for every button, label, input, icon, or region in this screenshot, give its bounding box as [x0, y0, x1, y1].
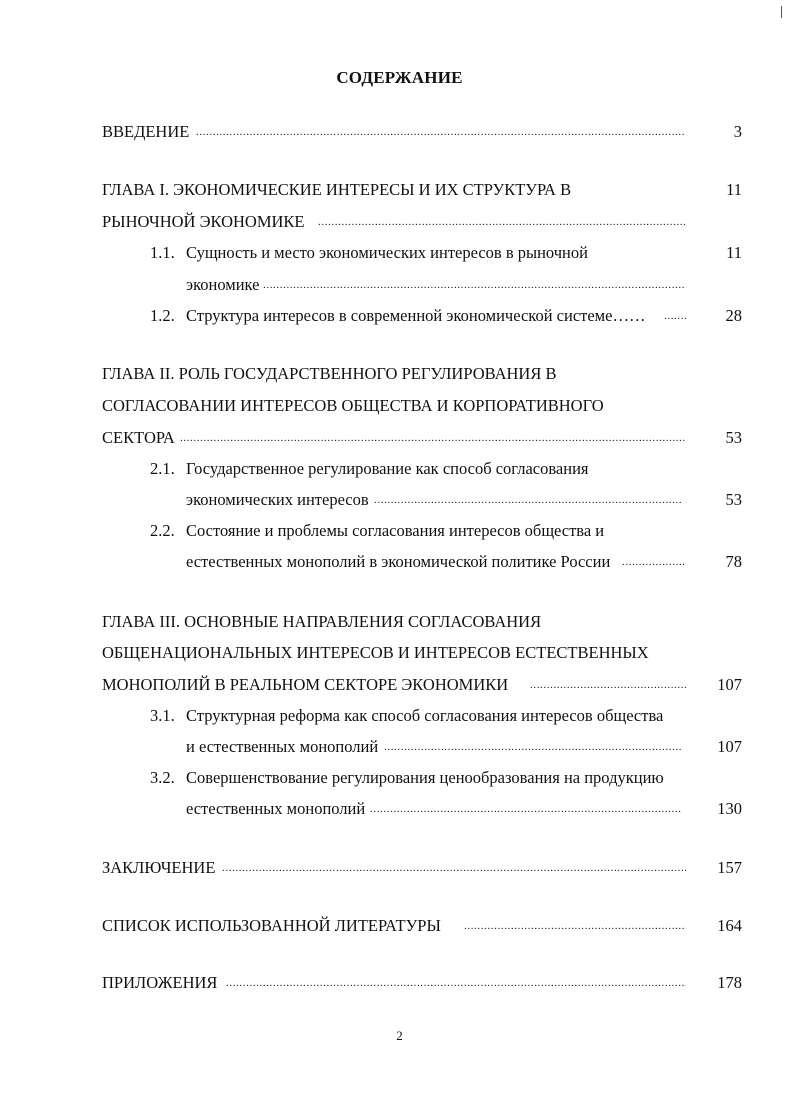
toc-section-1-1-line2: экономике	[186, 275, 260, 294]
toc-references-label: СПИСОК ИСПОЛЬЗОВАННОЙ ЛИТЕРАТУРЫ	[102, 916, 441, 935]
toc-leader	[226, 973, 686, 993]
toc-conclusion-page: 157	[717, 858, 742, 877]
toc-intro-label: ВВЕДЕНИЕ	[102, 122, 190, 141]
toc-chapter3-line1: ГЛАВА III. ОСНОВНЫЕ НАПРАВЛЕНИЯ СОГЛАСОВАНИЯ	[102, 612, 542, 631]
toc-leader	[196, 122, 686, 142]
toc-leader	[464, 916, 686, 936]
toc-references-page: 164	[717, 916, 742, 935]
toc-chapter3-page: 107	[717, 675, 742, 694]
toc-section-2-2-line1: Состояние и проблемы согласования интересов общества и	[186, 521, 605, 540]
toc-section-number: 1.1.	[150, 243, 175, 262]
toc-section-2-1-line2: экономических интересов	[186, 490, 369, 509]
toc-leader	[180, 428, 686, 448]
toc-appendix-label: ПРИЛОЖЕНИЯ	[102, 973, 218, 992]
toc-section-3-2-line2: естественных монополий	[186, 799, 366, 818]
toc-section-number: 2.1.	[150, 459, 175, 478]
toc-section-number: 3.1.	[150, 706, 175, 725]
toc-leader	[318, 212, 686, 232]
toc-chapter3-line2: ОБЩЕНАЦИОНАЛЬНЫХ ИНТЕРЕСОВ И ИНТЕРЕСОВ ЕСТЕСТВЕННЫХ	[102, 643, 649, 662]
toc-section-1-1-page: 11	[726, 243, 742, 262]
toc-leader	[370, 799, 682, 819]
toc-leader	[374, 490, 682, 510]
toc-leader	[263, 275, 686, 295]
scan-mark	[781, 6, 782, 18]
toc-intro-page: 3	[733, 122, 742, 141]
toc-section-3-1-line2: и естественных монополий	[186, 737, 379, 756]
toc-chapter1-page: 11	[726, 180, 742, 199]
toc-leader	[622, 552, 686, 572]
toc-leader	[384, 737, 682, 757]
toc-appendix-page: 178	[717, 973, 742, 992]
toc-section-1-1-line1: Сущность и место экономических интересов в рыночной	[186, 243, 588, 262]
toc-chapter2-line1: ГЛАВА II. РОЛЬ ГОСУДАРСТВЕННОГО РЕГУЛИРОВАНИЯ В	[102, 364, 557, 383]
toc-conclusion-label: ЗАКЛЮЧЕНИЕ	[102, 858, 216, 877]
toc-chapter1-line1: ГЛАВА I. ЭКОНОМИЧЕСКИЕ ИНТЕРЕСЫ И ИХ СТРУКТУРА В	[102, 180, 572, 199]
toc-chapter2-line3: СЕКТОРА	[102, 428, 175, 447]
toc-leader	[222, 858, 686, 878]
toc-section-2-2-page: 78	[725, 552, 742, 571]
page-title: СОДЕРЖАНИЕ	[336, 68, 463, 87]
toc-section-2-1-line1: Государственное регулирование как способ согласования	[186, 459, 589, 478]
toc-section-3-2-page: 130	[717, 799, 742, 818]
toc-section-1-2-line1: Структура интересов в современной экономической системе……	[186, 306, 646, 325]
toc-section-3-2-line1: Совершенствование регулирования ценообразования на продукцию	[186, 768, 664, 787]
toc-section-2-2-line2: естественных монополий в экономической политике России	[186, 552, 611, 571]
toc-chapter1-line2: РЫНОЧНОЙ ЭКОНОМИКЕ	[102, 212, 305, 231]
toc-section-number: 3.2.	[150, 768, 175, 787]
toc-section-1-2-page: 28	[725, 306, 742, 325]
toc-chapter3-line3: МОНОПОЛИЙ В РЕАЛЬНОМ СЕКТОРЕ ЭКОНОМИКИ	[102, 675, 509, 694]
page-number: 2	[396, 1028, 403, 1043]
toc-section-number: 1.2.	[150, 306, 175, 325]
toc-section-number: 2.2.	[150, 521, 175, 540]
toc-section-3-1-page: 107	[717, 737, 742, 756]
toc-section-2-1-page: 53	[725, 490, 742, 509]
toc-chapter2-line2: СОГЛАСОВАНИИ ИНТЕРЕСОВ ОБЩЕСТВА И КОРПОРАТИВНОГО	[102, 396, 604, 415]
toc-section-3-1-line1: Структурная реформа как способ согласования интересов общества	[186, 706, 664, 725]
toc-chapter2-page: 53	[725, 428, 742, 447]
toc-leader	[530, 675, 686, 695]
